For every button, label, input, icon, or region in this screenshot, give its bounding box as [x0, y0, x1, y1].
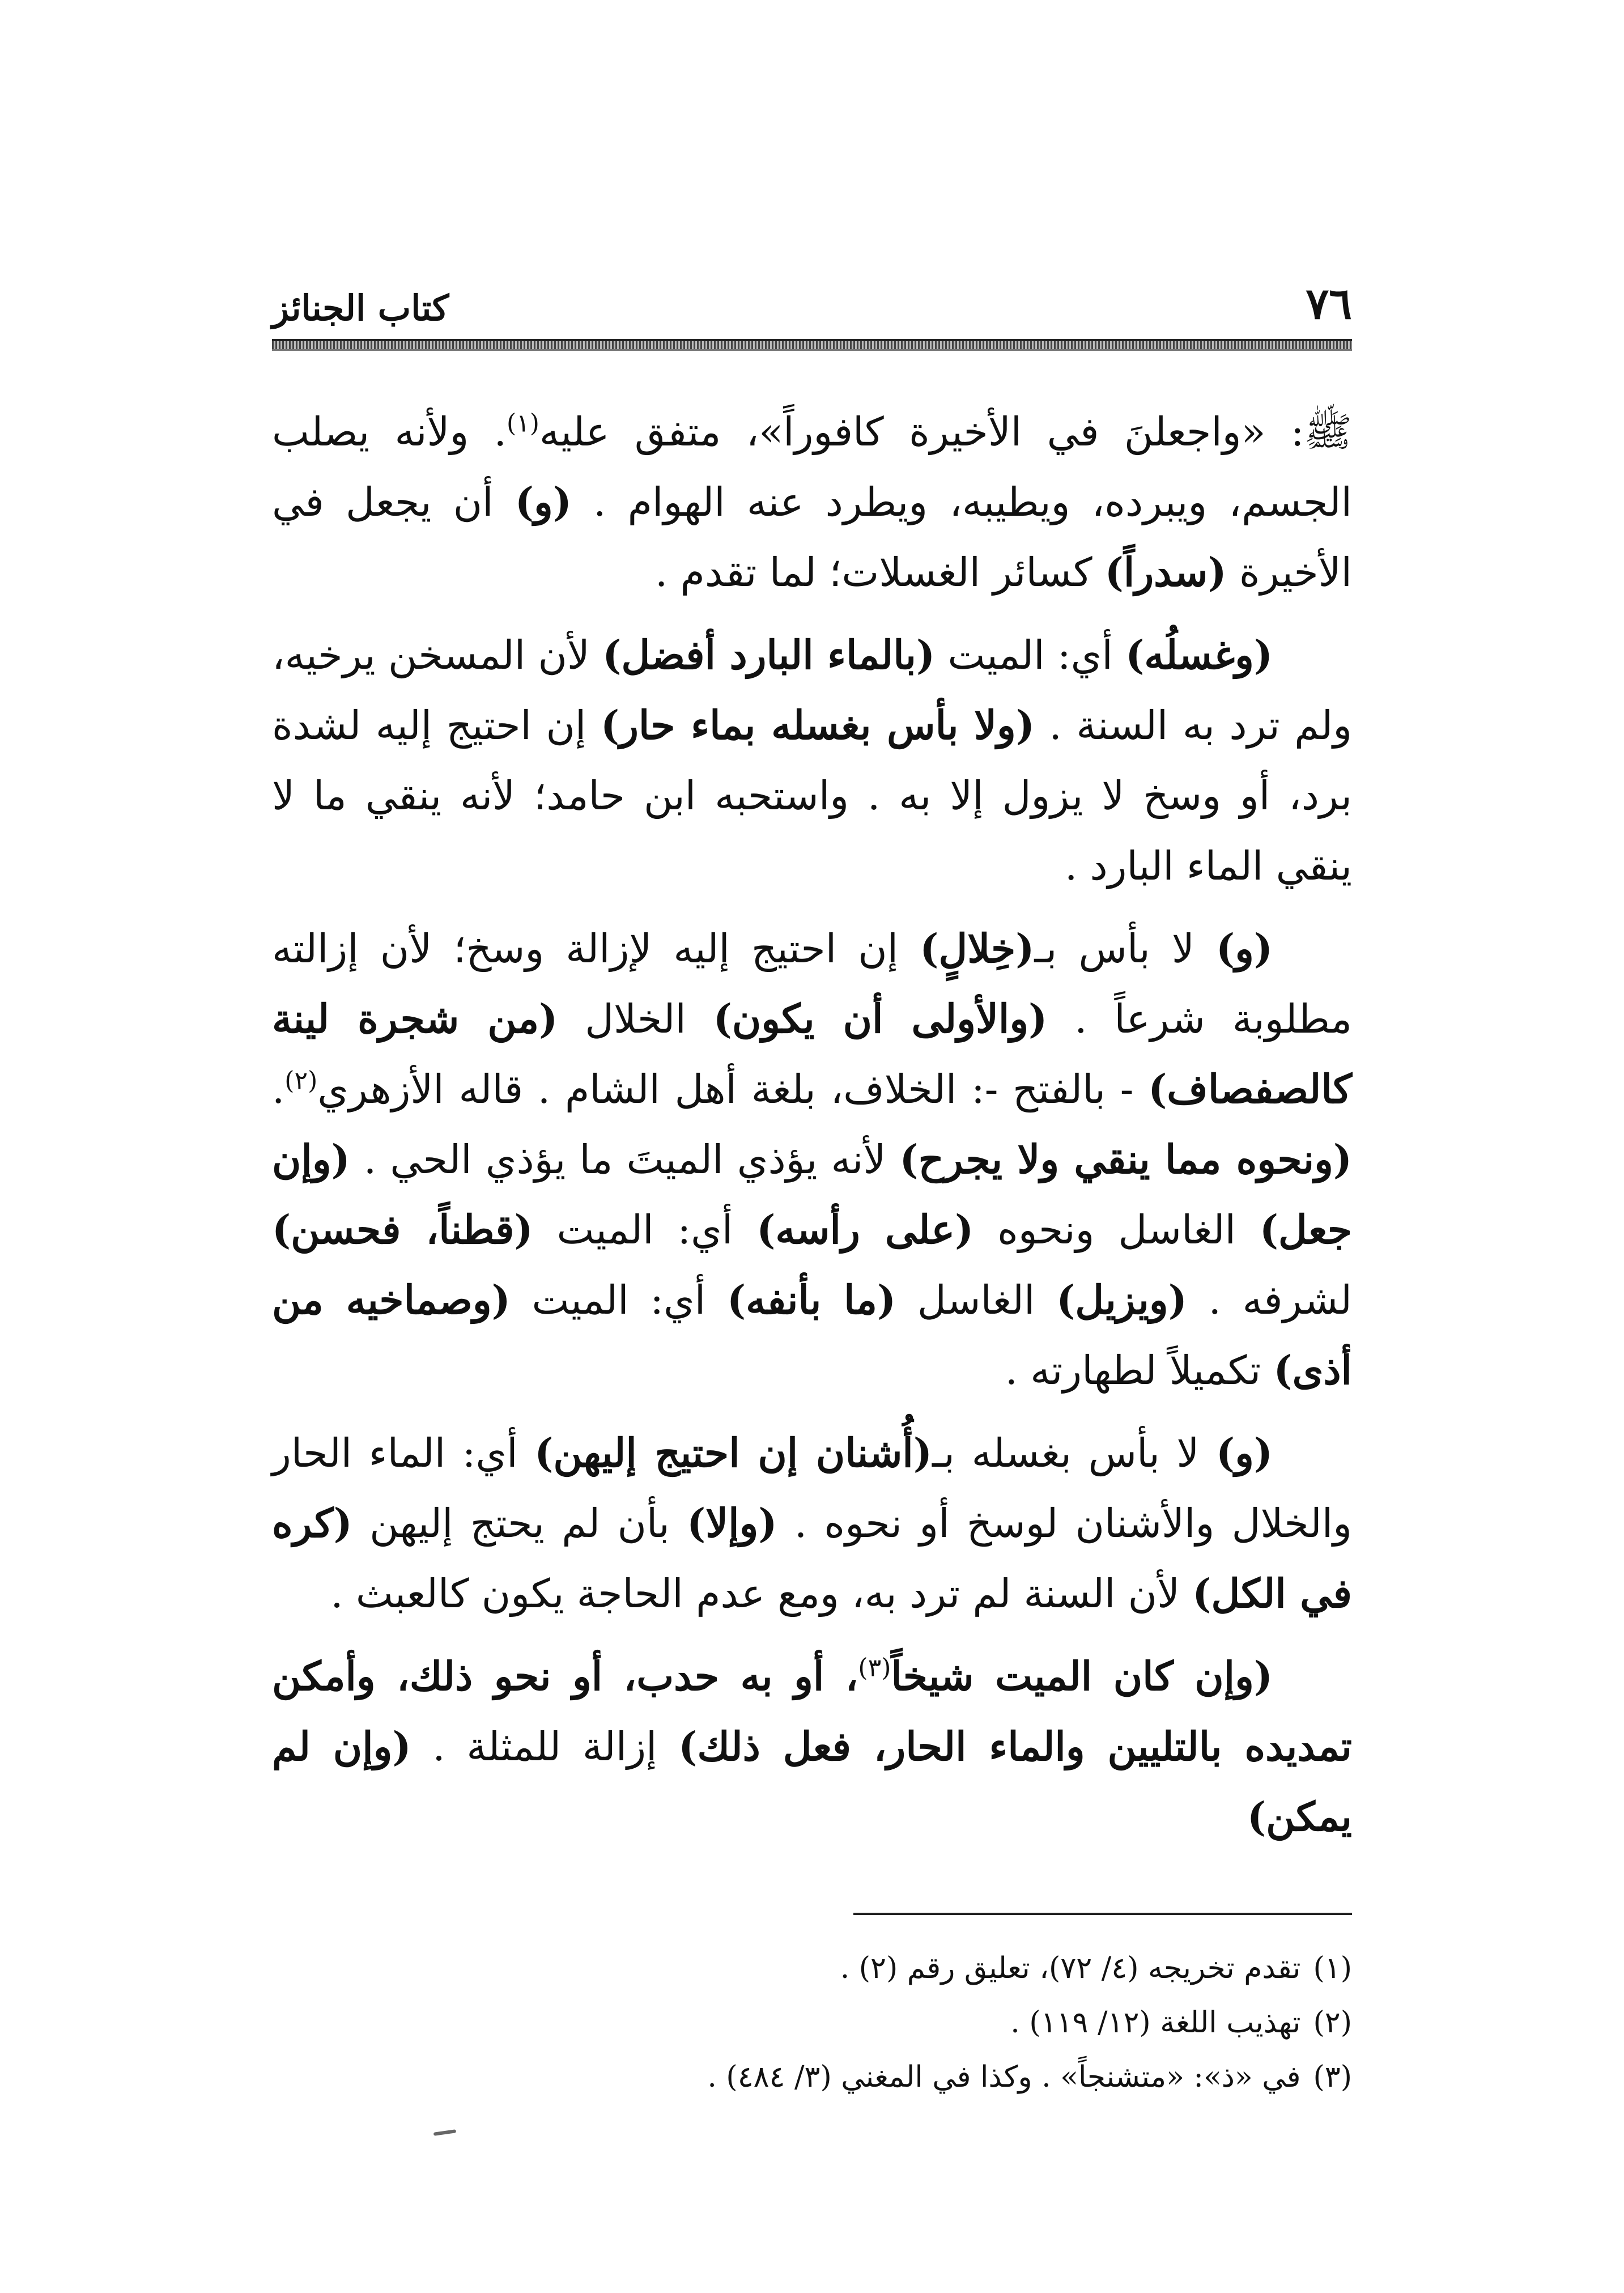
footnote-rule	[853, 1913, 1352, 1915]
paragraph	[272, 397, 1352, 608]
footnote-text: تقدم تخريجه (٤/ ٧٢)، تعليق رقم (٢) .	[840, 1951, 1301, 1985]
commentary-text: أن يجعل في الأخيرة	[272, 479, 1352, 596]
header-rule	[272, 339, 1352, 351]
commentary-text: ﷺ: «واجعلنَ في الأخيرة كافوراً»، متفق عليه	[539, 409, 1352, 455]
commentary-text: . ولأنه يصلب الجسم، ويبرده، ويطيبه، ويطرد عنه الهوام .	[272, 409, 1352, 525]
matn-text: (على رأسه)	[756, 1206, 974, 1253]
commentary-text: كسائر الغسلات؛ لما تقدم .	[655, 549, 1105, 596]
commentary-text: أي: الميت	[510, 1277, 727, 1323]
matn-text: (والأولى أن يكون)	[713, 995, 1048, 1042]
matn-text: (و)	[515, 478, 572, 525]
matn-text: (قطناً، فحسن)	[272, 1206, 533, 1253]
paragraph	[272, 1418, 1352, 1629]
commentary-text: .	[272, 1066, 285, 1112]
footnote-reference: (١)	[506, 409, 539, 438]
footnote-reference: (٢)	[284, 1066, 318, 1095]
commentary-text: إن احتيج إليه لشدة برد، أو وسخ لا يزول إلا به . واستحبه ابن حامد؛ لأنه ينقي ما لا ينقي الماء البارد .	[272, 702, 1352, 889]
paragraph	[272, 1641, 1352, 1852]
footnote-number: (١)	[1313, 1951, 1352, 1985]
matn-text: (سدراً)	[1104, 549, 1227, 596]
commentary-text: أي: الميت	[533, 1207, 757, 1253]
commentary-text: لا بأس بـ	[1034, 925, 1216, 972]
commentary-text: لأن السنة لم ترد به، ومع عدم الحاجة يكون كالعبث .	[330, 1570, 1193, 1617]
pencil-mark	[433, 2129, 456, 2136]
footnote-text: تهذيب اللغة (١٢/ ١١٩) .	[1010, 2006, 1301, 2040]
matn-text: (خِلالٍ)	[920, 925, 1035, 972]
running-title: كتاب الجنائز	[272, 287, 449, 329]
matn-text: (ولا بأس بغسله بماء حار)	[600, 702, 1035, 749]
footnote-text: في «ذ»: «متشنجاً» . وكذا في المغني (٣/ ٤٨٤) .	[707, 2060, 1301, 2094]
commentary-text: إن احتيج إليه لإزالة وسخ؛ لأن إزالته مطلوبة شرعاً .	[272, 925, 1353, 1042]
matn-text: (بالماء البارد أفضل)	[602, 631, 936, 678]
matn-text: (وغسلُه)	[1125, 631, 1273, 678]
matn-text: (كره في الكل)	[272, 1500, 1352, 1617]
footnote-number: (٢)	[1313, 2006, 1352, 2040]
footnote-number: (٣)	[1313, 2060, 1352, 2094]
matn-text: (وإلا)	[687, 1500, 777, 1547]
running-header	[272, 266, 1352, 329]
commentary-text: لأن المسخن يرخيه، ولم ترد به السنة .	[272, 632, 1352, 749]
matn-text: (ويزيل)	[1056, 1276, 1187, 1323]
matn-text: (وإن كان الميت شيخاً	[891, 1653, 1273, 1700]
commentary-text: أي: الماء الحار والخلال والأشنان لوسخ أو نحوه .	[272, 1430, 1352, 1547]
footnote-reference: (٣)	[858, 1653, 891, 1683]
matn-text: (وصماخيه من أذى)	[272, 1276, 1352, 1394]
matn-text: (وإن جعل)	[272, 1136, 1352, 1253]
footnote	[272, 1995, 1352, 2050]
matn-text: (وإن لم يمكن)	[272, 1723, 1352, 1840]
commentary-text: لا بأس بغسله بـ	[932, 1430, 1216, 1476]
matn-text: (ما بأنفه)	[726, 1276, 896, 1323]
paragraph	[272, 620, 1352, 901]
body-text	[272, 397, 1352, 1865]
page-number: ٧٦	[1306, 278, 1352, 329]
commentary-text: لشرفه .	[1187, 1277, 1352, 1323]
matn-text: (ونحوه مما ينقي ولا يجرح)	[899, 1136, 1352, 1183]
matn-text: (و)	[1215, 1429, 1273, 1476]
matn-text: (و)	[1215, 925, 1273, 972]
commentary-text: تكميلاً لطهارته .	[1005, 1347, 1274, 1394]
commentary-text: - بالفتح -: الخلاف، بلغة أهل الشام . قاله الأزهري	[317, 1066, 1149, 1112]
footnotes	[272, 1941, 1352, 2104]
commentary-text: أي: الميت	[935, 632, 1126, 678]
matn-text: (أُشنان إن احتيج إليهن)	[534, 1429, 932, 1476]
commentary-text: إزالة للمثلة .	[411, 1723, 679, 1770]
commentary-text: بأن لم يحتج إليهن	[352, 1500, 687, 1547]
commentary-text: الخلال	[558, 996, 713, 1042]
footnote	[272, 1941, 1352, 1995]
commentary-text: الغاسل ونحوه	[973, 1207, 1260, 1253]
matn-text: (من شجرة لينة كالصفصاف)	[272, 995, 1352, 1112]
footnote	[272, 2050, 1352, 2104]
commentary-text: لأنه يؤذي الميتَ ما يؤذي الحي .	[350, 1136, 900, 1183]
matn-text: ، أو به حدب، أو نحو ذلك، وأمكن تمديده بالتليين والماء الحار، فعل ذلك)	[272, 1653, 1352, 1770]
paragraph	[272, 914, 1352, 1405]
commentary-text: الغاسل	[896, 1277, 1057, 1323]
